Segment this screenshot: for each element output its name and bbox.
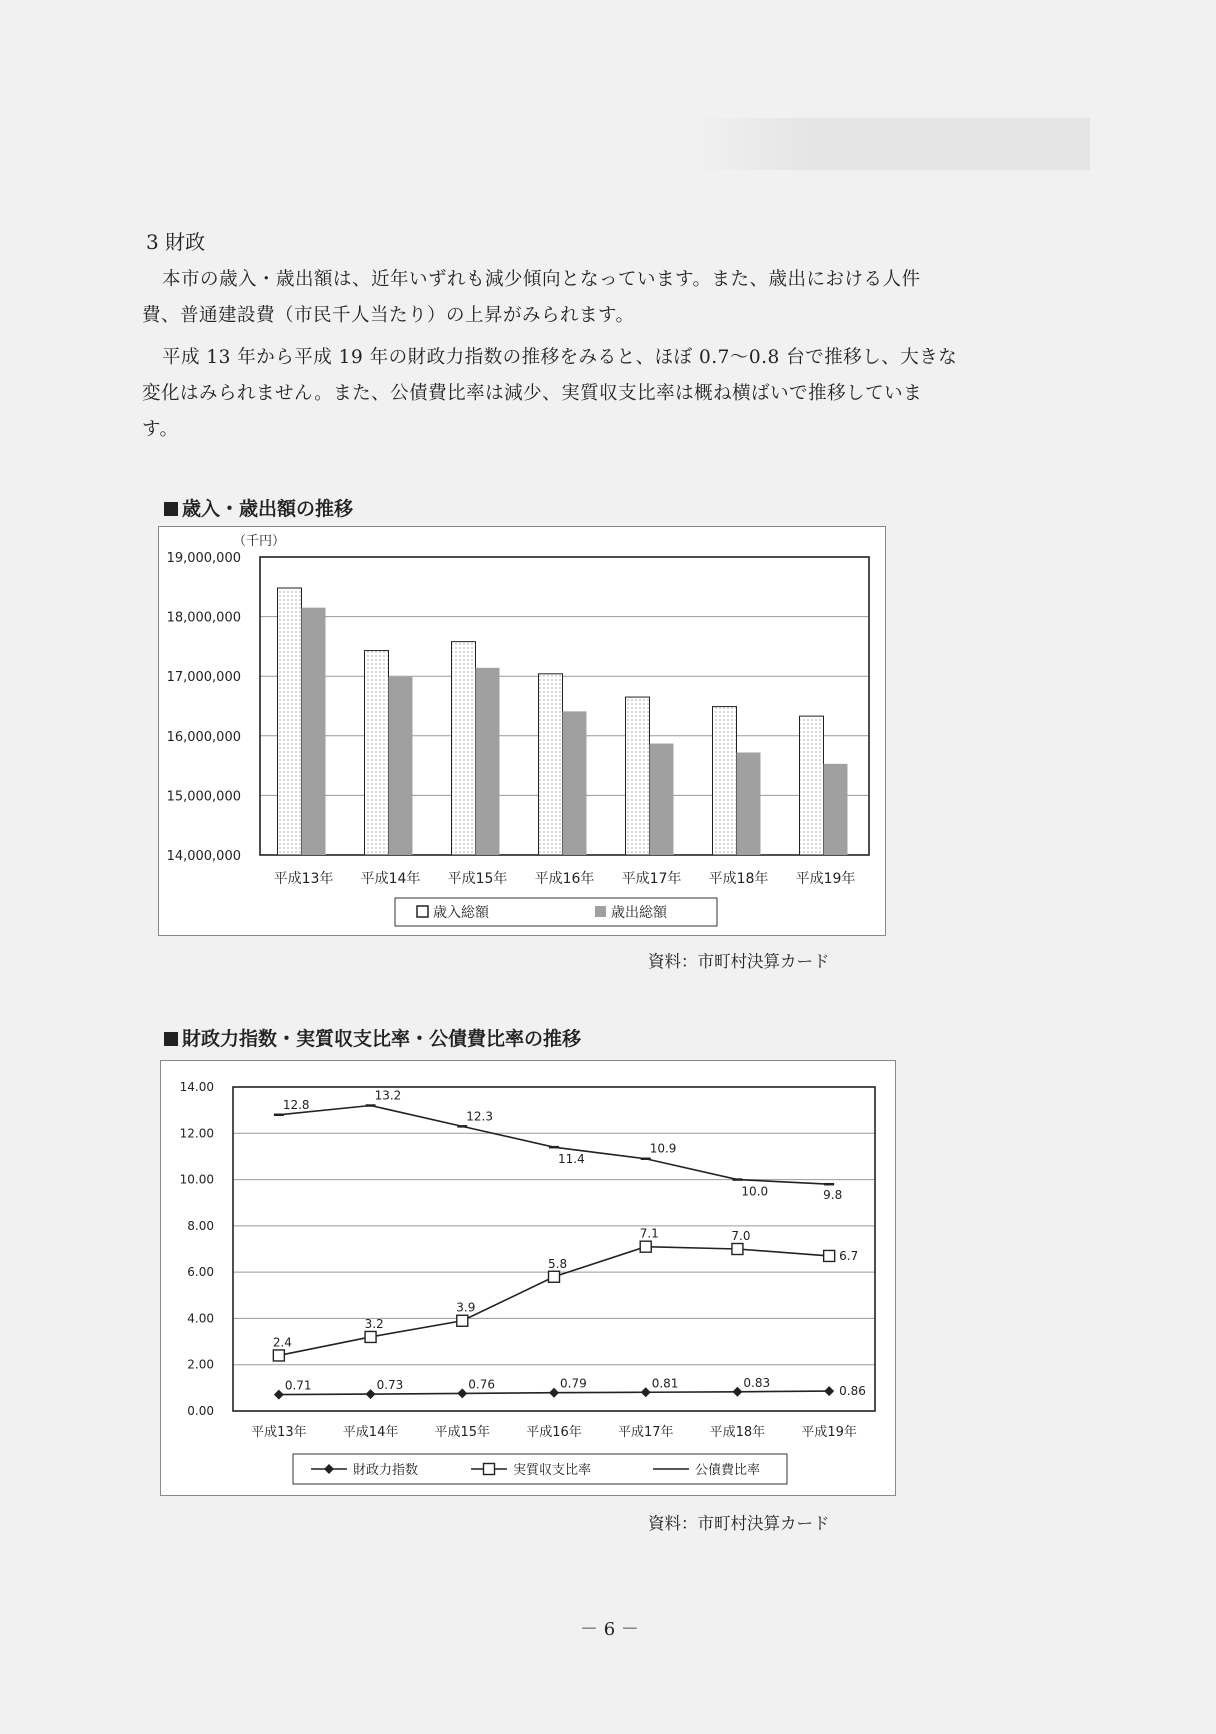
real-balance-ratio-data-label: 3.9 <box>456 1300 476 1315</box>
real-balance-ratio-point <box>365 1331 376 1342</box>
y-tick-label: 15,000,000 <box>166 789 241 805</box>
bar-revenue <box>800 716 824 855</box>
black-square-icon <box>164 1032 178 1046</box>
x-tick-label: 平成19年 <box>795 871 856 887</box>
bar-revenue <box>713 707 737 855</box>
fiscal-index-point <box>457 1388 467 1398</box>
paragraph-2-line-2: 変化はみられません。また、公債費比率は減少、実質収支比率は概ね横ばいで推移していま <box>142 383 923 404</box>
fiscal-index-point <box>824 1386 834 1396</box>
paragraph-2-line-1: 平成 13 年から平成 19 年の財政力指数の推移をみると、ほぼ 0.7～0.8 台で推移し、大きな <box>162 347 958 368</box>
x-tick-label: 平成15年 <box>447 871 508 887</box>
black-square-icon <box>164 502 178 516</box>
fiscal-index-chart <box>160 1060 896 1496</box>
chart2-source: 資料：市町村決算カード <box>648 1514 830 1533</box>
debt-service-ratio-data-label: 13.2 <box>374 1088 402 1103</box>
x-tick-label: 平成17年 <box>617 1425 674 1440</box>
fiscal-index-data-label: 0.86 <box>839 1384 866 1399</box>
chart1-source: 資料：市町村決算カード <box>648 952 830 971</box>
bar-chart-svg <box>159 527 885 935</box>
bar-revenue <box>452 642 476 855</box>
real-balance-ratio-point <box>457 1315 468 1326</box>
bar-revenue <box>626 697 650 855</box>
chart1-heading: 歳入・歳出額の推移 <box>164 494 353 521</box>
legend-label-real-balance-ratio: 実質収支比率 <box>513 1463 592 1478</box>
real-balance-ratio-point <box>732 1244 743 1255</box>
chart2-heading: 財政力指数・実質収支比率・公債費比率の推移 <box>164 1024 581 1051</box>
unit-label: （千円） <box>233 534 286 549</box>
bar-expenditure <box>737 752 761 855</box>
bar-expenditure <box>650 744 674 855</box>
fiscal-index-data-label: 0.81 <box>651 1376 679 1391</box>
revenue-expenditure-chart <box>158 526 886 936</box>
real-balance-ratio-point <box>273 1350 284 1361</box>
legend-label-fiscal-index: 財政力指数 <box>353 1463 419 1478</box>
y-tick-label: 19,000,000 <box>166 551 241 566</box>
real-balance-ratio-point <box>640 1241 651 1252</box>
fiscal-index-data-label: 0.73 <box>376 1378 404 1393</box>
legend-label-expenditure: 歳出総額 <box>611 905 667 921</box>
y-tick-label: 14,000,000 <box>166 849 241 864</box>
paragraph-2 <box>142 340 1086 448</box>
bar-expenditure <box>563 711 587 855</box>
fiscal-index-point <box>732 1387 742 1397</box>
y-tick-label: 12.00 <box>179 1126 214 1141</box>
debt-service-ratio-line <box>279 1106 829 1185</box>
plot-area-frame <box>233 1087 875 1411</box>
bar-revenue <box>539 674 563 855</box>
y-tick-label: 4.00 <box>187 1311 214 1326</box>
real-balance-ratio-point <box>549 1271 560 1282</box>
legend-swatch-revenue <box>417 906 428 917</box>
real-balance-ratio-data-label: 3.2 <box>364 1316 384 1331</box>
line-chart-svg <box>161 1061 895 1495</box>
x-tick-label: 平成16年 <box>526 1425 582 1440</box>
bar-revenue <box>278 588 302 855</box>
fiscal-index-data-label: 0.76 <box>468 1377 496 1392</box>
y-tick-label: 6.00 <box>187 1265 214 1280</box>
legend-marker-real-balance-ratio <box>484 1464 495 1475</box>
paragraph-1-line-2: 費、普通建設費（市民千人当たり）の上昇がみられます。 <box>142 305 635 326</box>
x-tick-label: 平成19年 <box>801 1425 857 1440</box>
x-tick-label: 平成18年 <box>708 871 769 887</box>
legend-label-debt-service-ratio: 公債費比率 <box>695 1463 761 1478</box>
real-balance-ratio-data-label: 5.8 <box>548 1256 568 1271</box>
fiscal-index-data-label: 0.79 <box>560 1376 587 1391</box>
x-tick-label: 平成17年 <box>621 871 682 887</box>
debt-service-ratio-data-label: 12.3 <box>466 1109 494 1124</box>
y-tick-label: 18,000,000 <box>166 610 241 626</box>
fiscal-index-point <box>366 1389 376 1399</box>
bar-expenditure <box>302 608 326 855</box>
debt-service-ratio-data-label: 10.0 <box>741 1184 769 1199</box>
fiscal-index-point <box>274 1390 284 1400</box>
x-tick-label: 平成18年 <box>709 1425 766 1440</box>
page-number: － 6 － <box>580 1619 639 1640</box>
y-tick-label: 0.00 <box>187 1404 214 1418</box>
legend-label-revenue: 歳入総額 <box>433 905 489 921</box>
real-balance-ratio-point <box>824 1250 835 1261</box>
debt-service-ratio-data-label: 9.8 <box>823 1188 843 1203</box>
y-tick-label: 2.00 <box>187 1357 214 1372</box>
x-tick-label: 平成15年 <box>434 1425 491 1440</box>
fiscal-index-data-label: 0.71 <box>284 1378 312 1393</box>
bar-expenditure <box>389 677 413 855</box>
section-title: 3 財政 <box>146 230 206 254</box>
bar-expenditure <box>476 668 500 855</box>
bar-revenue <box>365 651 389 855</box>
bar-expenditure <box>824 764 848 855</box>
legend-swatch-expenditure <box>595 906 606 917</box>
paragraph-1 <box>142 262 1086 334</box>
debt-service-ratio-data-label: 11.4 <box>558 1152 585 1167</box>
y-tick-label: 14.00 <box>179 1080 214 1094</box>
bleed-through-shadow <box>690 118 1090 170</box>
y-tick-label: 10.00 <box>179 1172 214 1187</box>
fiscal-index-data-label: 0.83 <box>743 1375 771 1390</box>
y-tick-label: 8.00 <box>187 1218 214 1233</box>
debt-service-ratio-data-label: 12.8 <box>282 1097 310 1112</box>
fiscal-index-point <box>641 1387 651 1397</box>
real-balance-ratio-data-label: 7.1 <box>639 1226 659 1241</box>
x-tick-label: 平成14年 <box>342 1425 399 1440</box>
x-tick-label: 平成13年 <box>251 1425 307 1440</box>
x-tick-label: 平成13年 <box>273 871 334 887</box>
real-balance-ratio-data-label: 7.0 <box>731 1229 751 1243</box>
real-balance-ratio-data-label: 6.7 <box>839 1248 859 1263</box>
debt-service-ratio-data-label: 10.9 <box>649 1141 677 1156</box>
x-tick-label: 平成14年 <box>360 871 421 887</box>
paragraph-1-line-1: 本市の歳入・歳出額は、近年いずれも減少傾向となっています。また、歳出における人件 <box>162 269 921 290</box>
fiscal-index-point <box>549 1388 559 1398</box>
x-tick-label: 平成16年 <box>534 871 595 887</box>
y-tick-label: 16,000,000 <box>166 729 241 745</box>
y-tick-label: 17,000,000 <box>166 670 241 686</box>
real-balance-ratio-data-label: 2.4 <box>272 1335 292 1350</box>
paragraph-2-line-3: す。 <box>142 419 179 440</box>
